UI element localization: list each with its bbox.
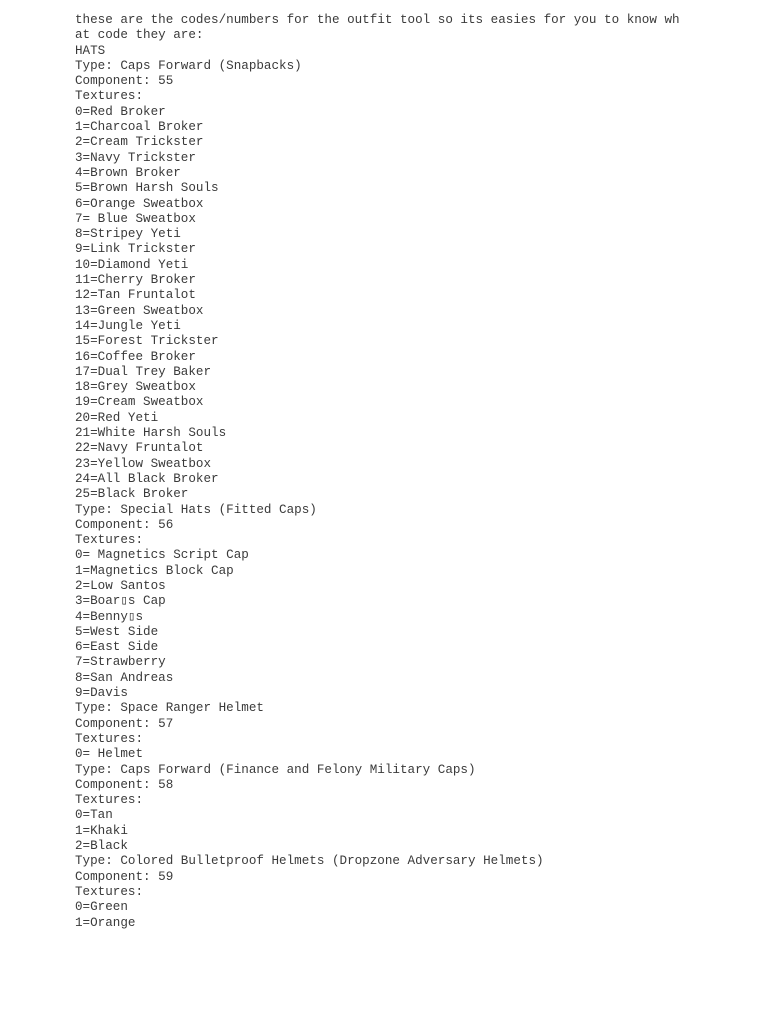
text-line: 18=Grey Sweatbox	[75, 380, 196, 395]
text-line: 1=Khaki	[75, 823, 128, 838]
text-line: Textures:	[75, 793, 144, 808]
text-line: 10=Diamond Yeti	[75, 257, 189, 272]
text-line: 24=All Black Broker	[75, 471, 219, 486]
document-text	[75, 13, 695, 931]
text-line: 21=White Harsh Souls	[75, 426, 227, 441]
text-line: Component: 57	[75, 716, 174, 731]
text-line: 6=East Side	[75, 640, 159, 655]
text-line: HATS	[75, 43, 106, 58]
text-line: 8=Stripey Yeti	[75, 227, 181, 242]
text-line: 2=Cream Trickster	[75, 135, 204, 150]
text-line: 16=Coffee Broker	[75, 349, 196, 364]
text-line: 4=Brown Broker	[75, 165, 181, 180]
text-line: Type: Caps Forward (Finance and Felony Military Caps)	[75, 762, 476, 777]
text-line: Textures:	[75, 533, 144, 548]
text-line: 2=Black	[75, 839, 128, 854]
text-line: Component: 55	[75, 74, 174, 89]
text-line: 9=Link Trickster	[75, 242, 196, 257]
text-line: 7= Blue Sweatbox	[75, 211, 196, 226]
text-line: Textures:	[75, 731, 144, 746]
text-line: these are the codes/numbers for the outfit tool so its easies for you to know wh	[75, 13, 680, 27]
text-line: 7=Strawberry	[75, 655, 166, 670]
text-line: Component: 58	[75, 777, 174, 792]
text-line: 25=Black Broker	[75, 487, 189, 502]
text-line: 1=Orange	[75, 915, 136, 930]
text-line: 12=Tan Fruntalot	[75, 288, 196, 303]
text-line: 9=Davis	[75, 686, 128, 701]
text-line: Type: Caps Forward (Snapbacks)	[75, 58, 302, 73]
text-line: 11=Cherry Broker	[75, 273, 196, 288]
text-line: 17=Dual Trey Baker	[75, 364, 212, 379]
text-line: 5=Brown Harsh Souls	[75, 181, 219, 196]
text-line: 4=Benny▯s	[75, 609, 144, 624]
text-line: Textures:	[75, 884, 144, 899]
text-line: 13=Green Sweatbox	[75, 303, 204, 318]
text-line: Type: Space Ranger Helmet	[75, 701, 264, 716]
text-line: at code they are:	[75, 28, 204, 43]
text-line: Component: 59	[75, 869, 174, 884]
text-line: 14=Jungle Yeti	[75, 318, 181, 333]
text-line: 5=West Side	[75, 624, 159, 639]
text-line: 3=Boar▯s Cap	[75, 594, 166, 609]
text-line: 22=Navy Fruntalot	[75, 441, 204, 456]
text-line: 0=Tan	[75, 808, 113, 823]
text-line: Type: Colored Bulletproof Helmets (Dropzone Adversary Helmets)	[75, 854, 544, 869]
text-line: Type: Special Hats (Fitted Caps)	[75, 502, 317, 517]
text-line: 23=Yellow Sweatbox	[75, 456, 212, 471]
text-line: 0= Magnetics Script Cap	[75, 548, 249, 563]
text-line: 2=Low Santos	[75, 578, 166, 593]
text-line: 0=Red Broker	[75, 104, 166, 119]
text-line: 1=Charcoal Broker	[75, 120, 204, 135]
text-line: 1=Magnetics Block Cap	[75, 563, 234, 578]
text-line: 0= Helmet	[75, 747, 144, 762]
text-line: Component: 56	[75, 517, 174, 532]
text-line: 0=Green	[75, 900, 128, 915]
text-line: 6=Orange Sweatbox	[75, 196, 204, 211]
text-line: 19=Cream Sweatbox	[75, 395, 204, 410]
text-line: 3=Navy Trickster	[75, 150, 196, 165]
text-line: 20=Red Yeti	[75, 410, 159, 425]
text-line: 15=Forest Trickster	[75, 334, 219, 349]
text-line: 8=San Andreas	[75, 670, 174, 685]
text-line: Textures:	[75, 89, 144, 104]
